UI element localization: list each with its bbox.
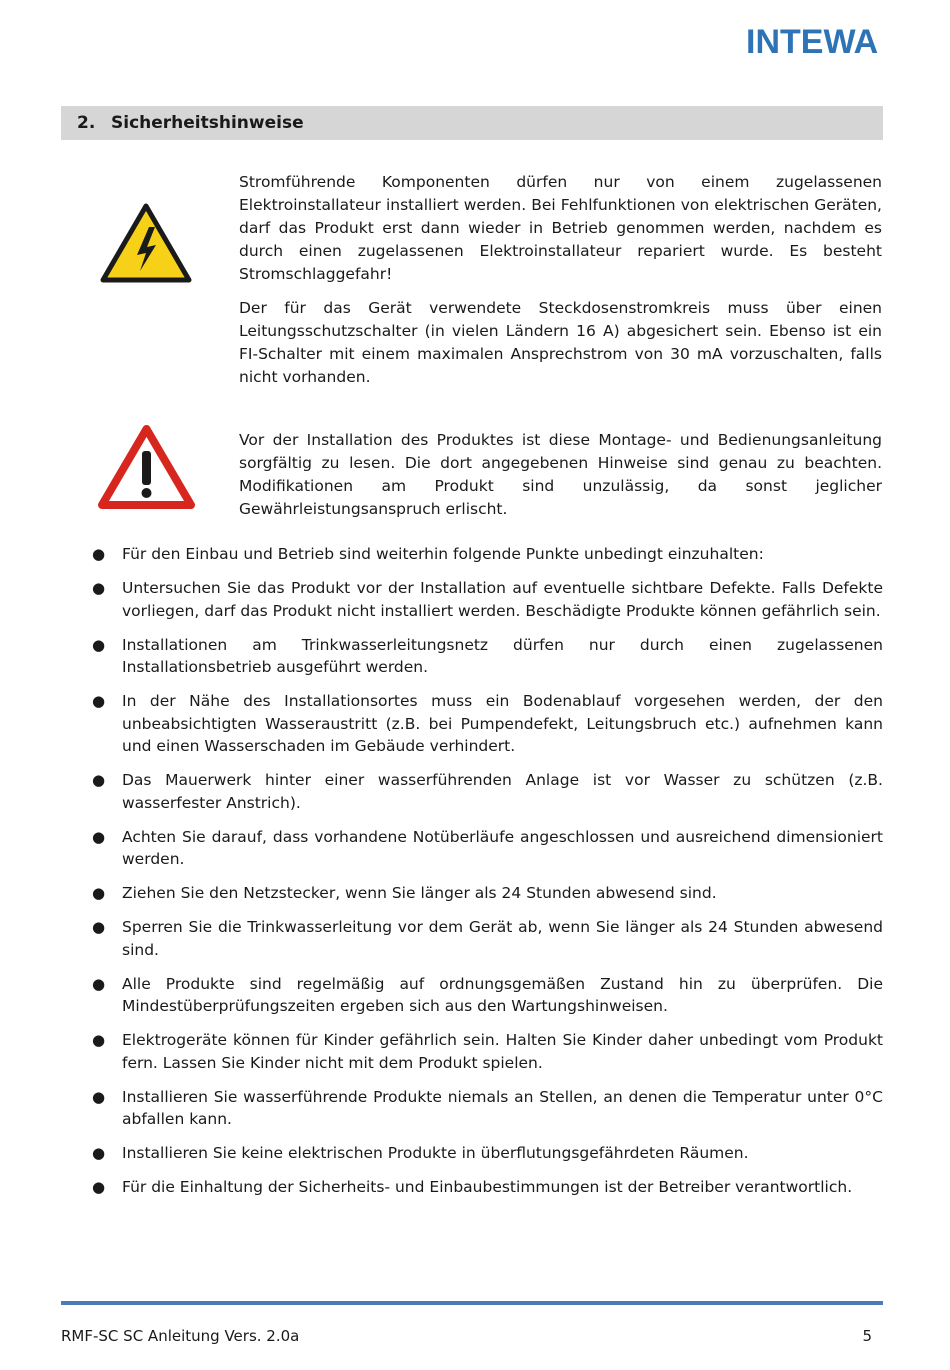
page-number: 5: [862, 1327, 872, 1345]
footer-document-title: RMF-SC SC Anleitung Vers. 2.0a: [61, 1327, 300, 1345]
electrical-warning-paragraph-2: Der für das Gerät verwendete Steckdosenstromkreis muss über einen Leitungsschutzschalter (in vielen Ländern 16 A) abgesichert sein. Ebenso ist ein FI-Schalter mit einem maximalen Ansprechstrom von 30 mA vorzuschalten, falls nicht vorhanden.: [239, 299, 882, 386]
list-item: ● Sperren Sie die Trinkwasserleitung vor dem Gerät ab, wenn Sie länger als 24 Stunden abwesend sind.: [92, 918, 883, 959]
high-voltage-warning-icon: [100, 203, 192, 283]
list-item: ● Achten Sie darauf, dass vorhandene Notüberläufe angeschlossen und ausreichend dimensioniert werden.: [92, 827, 883, 868]
electrical-warning-paragraph-1: Stromführende Komponenten dürfen nur von einem zugelassenen Elektroinstallateur installiert werden. Bei Fehlfunktionen von elektrischen Geräten, darf das Produkt erst dann wieder in Betrieb genommen werden, nachdem es durch einen zugelassenen Elektroinstallateur repariert wurde. Es besteht Stromschlaggefahr!: [239, 173, 882, 283]
general-warning-text: [239, 429, 882, 521]
section-header: [61, 106, 883, 140]
exclamation-warning-icon: [98, 425, 195, 509]
section-title: Sicherheitshinweise: [111, 113, 304, 133]
electrical-warning-text: [239, 171, 882, 389]
list-item: ● Installieren Sie keine elektrischen Produkte in überflutungsgefährdeten Räumen.: [92, 1144, 749, 1162]
intewa-logo: [746, 22, 880, 62]
general-warning-paragraph-1: Vor der Installation des Produktes ist diese Montage- und Bedienungsanleitung sorgfältig zu lesen. Die dort angegebenen Hinweise sind genau zu beachten. Modifikationen am Produkt sind unzulässig, da sonst jeglicher Gewährleistungsanspruch erlischt.: [239, 431, 882, 518]
footer-divider: [61, 1301, 883, 1305]
list-item: ● Das Mauerwerk hinter einer wasserführenden Anlage ist vor Wasser zu schützen (z.B. wasserfester Anstrich).: [92, 771, 883, 812]
list-item: ● Für die Einhaltung der Sicherheits- und Einbaubestimmungen ist der Betreiber verantwortlich.: [92, 1178, 853, 1196]
list-item: ● In der Nähe des Installationsortes muss ein Bodenablauf vorgesehen werden, der den unbeabsichtigten Wasseraustritt (z.B. bei Pumpendefekt, Leitungsbruch etc.) aufnehmen kann und einen Wasserschaden im Gebäude verhindert.: [92, 692, 883, 755]
list-item: ● Alle Produkte sind regelmäßig auf ordnungsgemäßen Zustand hin zu überprüfen. Die Mindestüberprüfungszeiten ergeben sich aus den Wartungshinweisen.: [92, 974, 883, 1015]
list-item: ● Installationen am Trinkwasserleitungsnetz dürfen nur durch einen zugelassenen Installationsbetrieb ausgeführt werden.: [92, 635, 883, 676]
list-item: ● Installieren Sie wasserführende Produkte niemals an Stellen, an denen die Temperatur unter 0°C abfallen kann.: [92, 1087, 883, 1128]
section-number: 2.: [77, 113, 96, 133]
list-item: ● Untersuchen Sie das Produkt vor der Installation auf eventuelle sichtbare Defekte. Falls Defekte vorliegen, darf das Produkt nicht installiert werden. Beschädigte Produkte können gefährlich sein.: [92, 579, 883, 620]
list-item: ● Für den Einbau und Betrieb sind weiterhin folgende Punkte unbedingt einzuhalten:: [92, 545, 764, 563]
list-item: ● Elektrogeräte können für Kinder gefährlich sein. Halten Sie Kinder daher unbedingt vom Produkt fern. Lassen Sie Kinder nicht mit dem Produkt spielen.: [92, 1031, 883, 1072]
list-item: ● Ziehen Sie den Netzstecker, wenn Sie länger als 24 Stunden abwesend sind.: [92, 884, 717, 902]
safety-bullet-list: [92, 543, 883, 1210]
logo-text: INTEWA: [746, 23, 879, 61]
